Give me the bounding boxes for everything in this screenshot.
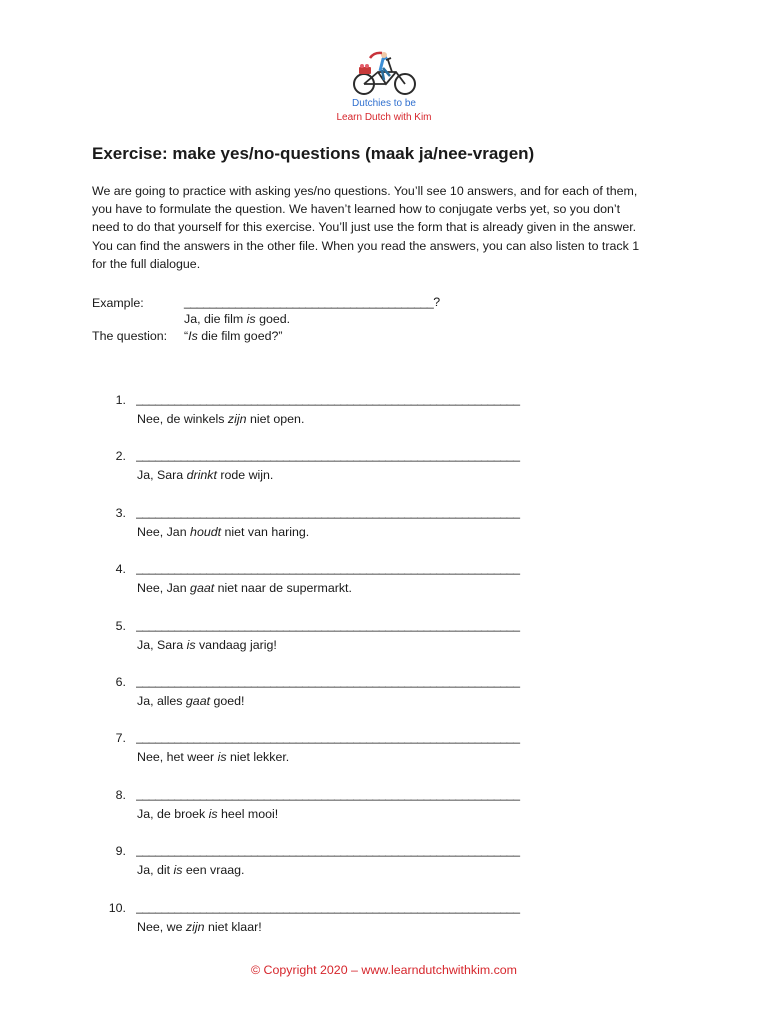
answer-text: Ja, Sara [137, 468, 187, 483]
example-question [184, 328, 283, 344]
answer-sentence [137, 694, 244, 708]
answer-text-end: goed! [210, 694, 245, 708]
answer-sentence [137, 638, 277, 652]
answer-text-end: niet van haring. [221, 524, 310, 539]
intro-line: need to do that yourself for this exercise. You’ll just use the form that is already given in the answer. [92, 220, 637, 235]
example-answer-post: goed. [255, 312, 291, 326]
answer-blank-line[interactable]: ____________________________________________________________ [136, 843, 520, 858]
intro-line: you have to formulate the question. We haven’t learned how to conjugate verbs yet, so you don’t [92, 202, 621, 217]
answer-text: Nee, het weer [137, 750, 218, 765]
answer-blank-line[interactable]: ____________________________________________________________ [136, 392, 520, 406]
item-number: 8. [115, 787, 126, 802]
item-number: 3. [115, 505, 126, 520]
answer-sentence [137, 468, 273, 482]
answer-text: Nee, we [137, 919, 186, 934]
answer-text: Ja, Sara [137, 637, 187, 652]
example-question-open: “ [184, 329, 189, 343]
intro-line: for the full dialogue. [92, 256, 201, 271]
answer-verb: zijn [185, 919, 205, 934]
item-number: 10. [108, 900, 126, 915]
woman-on-bicycle-icon [350, 50, 420, 96]
answer-text: Nee, Jan [137, 581, 191, 596]
answer-verb: is [217, 750, 227, 765]
page-title: Exercise: make yes/no-questions (maak ja/nee-vragen) [92, 144, 535, 163]
answer-text-end: rode wijn. [216, 468, 274, 483]
answer-text-end: niet lekker. [226, 750, 290, 765]
answer-text-end: vandaag jarig! [195, 637, 277, 652]
answer-verb: gaat [190, 581, 215, 596]
answer-sentence [137, 525, 309, 539]
example-label: Example: [92, 296, 144, 310]
copyright-footer: © Copyright 2020 – www.learndutchwithkim.com [250, 963, 517, 977]
item-number: 4. [115, 562, 126, 577]
answer-blank-line[interactable]: ____________________________________________________________ [136, 674, 520, 688]
answer-verb: is [208, 806, 218, 821]
answer-text-end: heel mooi! [217, 806, 279, 821]
answer-blank-line[interactable]: ____________________________________________________________ [136, 561, 520, 576]
answer-blank-line[interactable]: ____________________________________________________________ [136, 899, 520, 914]
answer-verb: gaat [185, 694, 211, 708]
example-question-post: die film goed?” [197, 329, 283, 343]
brand-name: Dutchies to be [352, 98, 416, 109]
answer-blank-line[interactable]: ____________________________________________________________ [136, 617, 520, 632]
answer-text: Nee, Jan [137, 524, 191, 539]
intro-line: You can find the answers in the other file. When you read the answers, you can also listen to track 1 [92, 238, 640, 253]
intro-paragraph [92, 182, 682, 273]
intro-line: We are going to practice with asking yes/no questions. You’ll see 10 answers, and for each of them, [92, 184, 638, 198]
answer-verb: zijn [227, 412, 247, 426]
example-answer-pre: Ja, die film [184, 312, 247, 326]
answer-blank-line[interactable]: ____________________________________________________________ [136, 504, 520, 519]
answer-blank-line[interactable]: ____________________________________________________________ [136, 786, 520, 801]
answer-text: Ja, de broek [137, 806, 209, 821]
answer-verb: is [186, 637, 196, 652]
answer-sentence [137, 920, 262, 934]
answer-blank-line[interactable]: ____________________________________________________________ [136, 448, 520, 463]
answer-text: Nee, de winkels [137, 412, 228, 426]
example-answer-verb: is [246, 312, 256, 326]
answer-text: Ja, dit [137, 863, 174, 878]
answer-verb: drinkt [186, 468, 217, 483]
item-number: 6. [115, 675, 126, 689]
item-number: 9. [115, 844, 126, 859]
example-question-verb: Is [188, 329, 198, 343]
answer-text-end: niet klaar! [204, 919, 262, 934]
brand-tagline: Learn Dutch with Kim [336, 112, 432, 123]
answer-sentence [137, 750, 289, 764]
item-number: 5. [115, 618, 126, 633]
answer-sentence [137, 581, 352, 595]
answer-text-end: niet naar de supermarkt. [214, 581, 352, 596]
answer-text-end: niet open. [246, 412, 305, 426]
item-number: 2. [115, 449, 126, 464]
answer-verb: is [173, 863, 183, 878]
answer-blank-line[interactable]: ____________________________________________________________ [136, 730, 520, 745]
answer-sentence [137, 807, 278, 821]
example-answer [184, 311, 290, 327]
answer-text: Ja, alles [137, 694, 186, 708]
answer-text-end: een vraag. [182, 863, 245, 878]
example-question-label: The question: [92, 329, 168, 343]
item-number: 1. [115, 393, 126, 407]
answer-verb: houdt [190, 524, 222, 539]
answer-sentence [137, 863, 244, 877]
answer-sentence [137, 412, 304, 426]
item-number: 7. [115, 731, 126, 746]
example-blank: _______________________________________? [184, 295, 440, 309]
